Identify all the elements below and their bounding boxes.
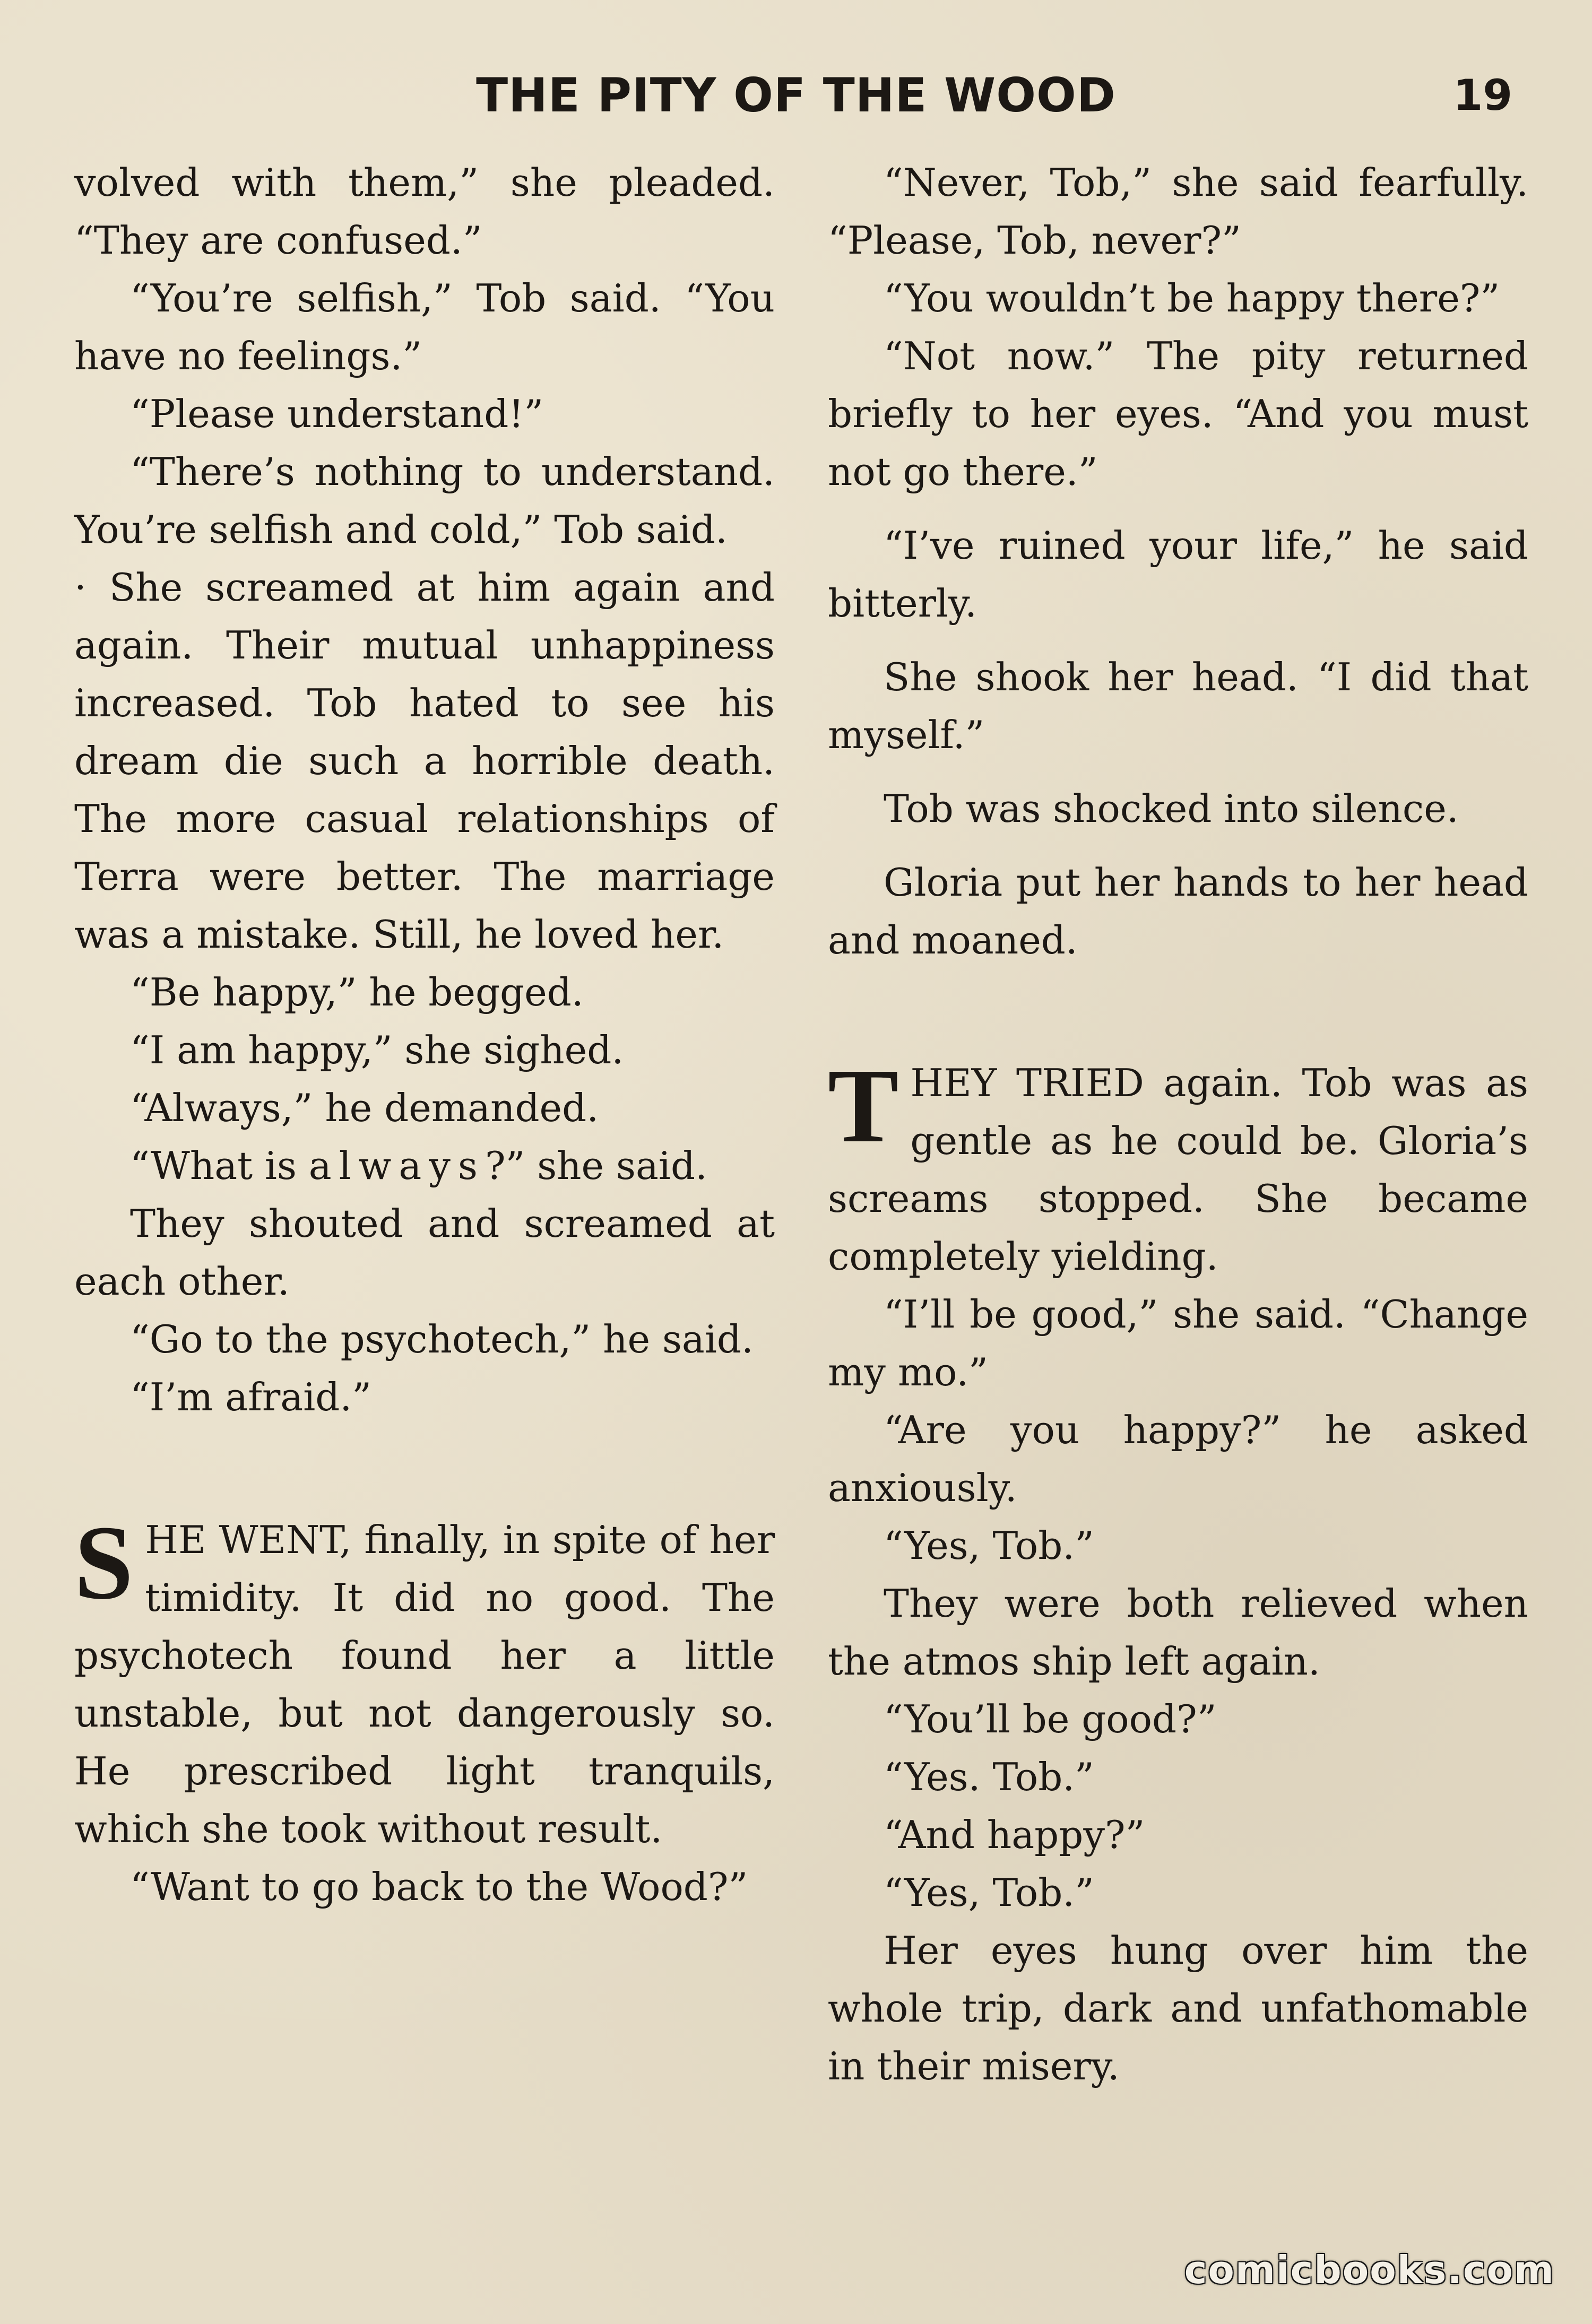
text-span: HEY TRIED again. Tob was as gentle as he could be. Gloria’s screams stopped. She became completely yielding. (828, 1061, 1528, 1279)
section-opening-paragraph (828, 1047, 1528, 1286)
paragraph: They shouted and screamed at each other. (74, 1201, 775, 1304)
paragraph: “Go to the psychotech,” he said. (130, 1317, 754, 1362)
paragraph: · She screamed at him again and again. Their mutual unhappiness increased. Tob hated to see his dream die such a horrible death. The more casual relationships of Terra were better. The marriage was a mistake. Still, he loved her. (74, 565, 775, 957)
paragraph: “I’ve ruined your life,” he said bitterly. (828, 523, 1528, 626)
paragraph: “I’ll be good,” she said. “Change my mo.” (828, 1292, 1528, 1394)
text-span: HE WENT, finally, in spite of her timidity. It did no good. The psychotech found her a little unstable, but not dangerously so. He prescribed light tranquils, which she took without result. (74, 1517, 775, 1851)
paragraph: “You’re selfish,” Tob said. “You have no feelings.” (74, 276, 775, 378)
paragraph: “Please understand!” (130, 392, 544, 436)
paragraph: “Be happy,” he begged. (130, 970, 584, 1014)
paragraph: “I’m afraid.” (130, 1375, 372, 1419)
paragraph: “There’s nothing to understand. You’re selfish and cold,” Tob said. (74, 449, 775, 552)
paragraph: Gloria put her hands to her head and moaned. (828, 860, 1528, 962)
watermark-logo: comicbooks.com (1184, 2248, 1555, 2292)
paragraph: “Want to go back to the Wood?” (130, 1865, 748, 1909)
running-title: THE PITY OF THE WOOD (476, 68, 1116, 123)
paragraph: Her eyes hung over him the whole trip, dark and unfathomable in their misery. (828, 1928, 1528, 2088)
paragraph: They were both relieved when the atmos ship left again. (828, 1581, 1528, 1684)
paragraph: “Not now.” The pity returned briefly to her eyes. “And you must not go there.” (828, 334, 1528, 494)
page-number: 19 (1453, 71, 1512, 120)
paragraph: “I am happy,” she sighed. (130, 1028, 624, 1072)
emphasized-word: always (308, 1143, 485, 1188)
text-span: ?” she said. (484, 1143, 707, 1188)
drop-cap: S (74, 1504, 134, 1621)
paragraph: “And happy?” (884, 1813, 1145, 1857)
paragraph: “You wouldn’t be happy there?” (884, 276, 1500, 320)
paragraph: “Never, Tob,” she said fearfully. “Please, Tob, never?” (828, 160, 1528, 263)
drop-cap: T (828, 1047, 899, 1165)
paragraph: “Yes. Tob.” (884, 1755, 1094, 1799)
left-column (74, 154, 775, 1916)
section-opening-paragraph (74, 1504, 775, 1858)
paragraph: “Yes, Tob.” (884, 1870, 1094, 1915)
paragraph: “Yes, Tob.” (884, 1523, 1094, 1568)
text-span: “What is (130, 1143, 309, 1188)
paragraph: volved with them,” she pleaded. “They are confused.” (74, 160, 775, 263)
paragraph: Tob was shocked into silence. (884, 786, 1459, 831)
paragraph: “Always,” he demanded. (130, 1086, 599, 1130)
paragraph: She shook her head. “I did that myself.” (828, 655, 1528, 757)
page-header (0, 64, 1592, 127)
paragraph: “You’ll be good?” (884, 1697, 1217, 1741)
paragraph: “Are you happy?” he asked anxiously. (828, 1408, 1528, 1510)
paragraph (74, 1137, 775, 1195)
right-column (828, 154, 1528, 2095)
